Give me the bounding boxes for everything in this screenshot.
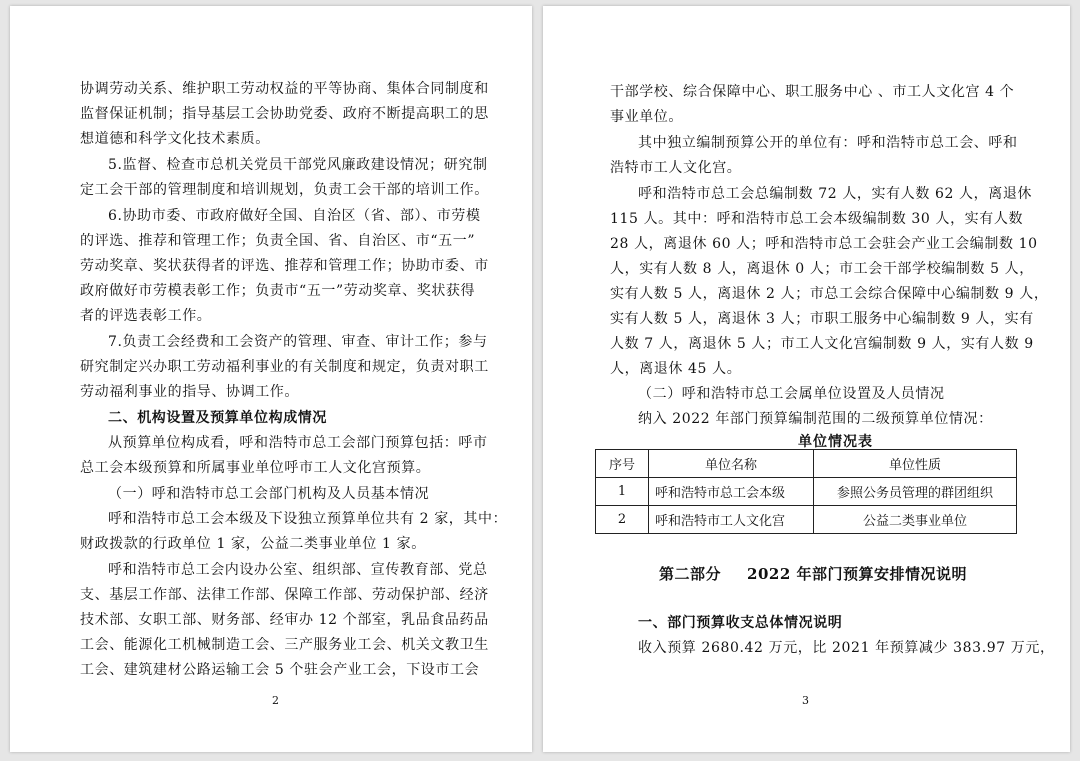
text-line: 想道德和科学文化技术素质。 xyxy=(80,131,270,147)
text-line: 呼和浩特市总工会内设办公室、组织部、宣传教育部、党总 xyxy=(108,562,488,578)
table-cell: 呼和浩特市总工会本级 xyxy=(649,478,814,506)
text-line: 监督保证机制；指导基层工会协助党委、政府不断提高职工的思 xyxy=(80,106,489,122)
text-line: 人，实有人数 8 人，离退休 0 人；市工会干部学校编制数 5 人， xyxy=(610,261,1034,277)
text-line: 的评选、推荐和管理工作；负责全国、省、自治区、市“五一” xyxy=(80,233,476,249)
text-line: 呼和浩特市总工会总编制数 72 人，实有人数 62 人，离退休 xyxy=(638,186,1033,202)
section-heading: 二、机构设置及预算单位构成情况 xyxy=(108,410,327,426)
text-line: 5.监督、检查市总机关党员干部党风廉政建设情况；研究制 xyxy=(108,157,488,173)
text-line: 劳动奖章、奖状获得者的评选、推荐和管理工作；协助市委、市 xyxy=(80,258,489,274)
text-line: 从预算单位构成看，呼和浩特市总工会部门预算包括：呼市 xyxy=(108,435,488,451)
subsection-heading: （一）呼和浩特市总工会部门机构及人员基本情况 xyxy=(108,486,430,502)
text-line: 115 人。其中：呼和浩特市总工会本级编制数 30 人，实有人数 xyxy=(610,211,1024,227)
text-line: 人数 7 人，离退休 5 人；市工人文化宫编制数 9 人，实有人数 9 xyxy=(610,336,1034,352)
page-number: 3 xyxy=(802,694,809,707)
text-line: 干部学校、综合保障中心、职工服务中心 、市工人文化宫 4 个 xyxy=(610,84,1015,100)
document-page-left xyxy=(10,6,532,752)
text-line: 协调劳动关系、维护职工劳动权益的平等协商、集体合同制度和 xyxy=(80,81,489,97)
text-line: 政府做好市劳模表彰工作；负责市“五一”劳动奖章、奖状获得 xyxy=(80,283,476,299)
text-line: 收入预算 2680.42 万元，比 2021 年预算减少 383.97 万元， xyxy=(638,640,1055,656)
table-cell: 1 xyxy=(596,478,649,506)
table-cell: 2 xyxy=(596,506,649,534)
table-cell: 参照公务员管理的群团组织 xyxy=(814,478,1017,506)
text-line: 定工会干部的管理制度和培训规划，负责工会干部的培训工作。 xyxy=(80,182,489,198)
text-line: 6.协助市委、市政府做好全国、自治区（省、部）、市劳模 xyxy=(108,208,481,224)
text-line: 呼和浩特市总工会本级及下设独立预算单位共有 2 家，其中： xyxy=(108,511,508,527)
text-line: 实有人数 5 人，离退休 3 人；市职工服务中心编制数 9 人，实有 xyxy=(610,311,1034,327)
text-line: 人，离退休 45 人。 xyxy=(610,361,742,377)
table-row xyxy=(596,506,1017,534)
document-page-right xyxy=(543,6,1070,752)
text-line: 事业单位。 xyxy=(610,109,683,125)
text-line: 劳动福利事业的指导、协调工作。 xyxy=(80,384,299,400)
text-line: 其中独立编制预算公开的单位有：呼和浩特市总工会、呼和 xyxy=(638,135,1018,151)
table-header-cell: 单位名称 xyxy=(649,450,814,478)
table-row xyxy=(596,478,1017,506)
table-header-cell: 序号 xyxy=(596,450,649,478)
text-line: 财政拨款的行政单位 1 家，公益二类事业单位 1 家。 xyxy=(80,536,426,552)
table-cell: 呼和浩特市工人文化宫 xyxy=(649,506,814,534)
text-line: 总工会本级预算和所属事业单位呼市工人文化宫预算。 xyxy=(80,460,431,476)
table-header-row xyxy=(596,450,1017,478)
text-line: 技术部、女职工部、财务部、经审办 12 个部室，乳品食品药品 xyxy=(80,612,489,628)
text-line: 工会、建筑建材公路运输工会 5 个驻会产业工会，下设市工会 xyxy=(80,662,480,678)
part-name: 2022 年部门预算安排情况说明 xyxy=(747,565,967,583)
subsection-heading: （二）呼和浩特市总工会属单位设置及人员情况 xyxy=(638,386,945,402)
text-line: 工会、能源化工机械制造工会、三产服务业工会、机关文教卫生 xyxy=(80,637,489,653)
text-line: 28 人，离退休 60 人；呼和浩特市总工会驻会产业工会编制数 10 xyxy=(610,236,1038,252)
unit-table xyxy=(595,449,1017,534)
text-line: 研究制定兴办职工劳动福利事业的有关制度和规定，负责对职工 xyxy=(80,359,489,375)
text-line: 者的评选表彰工作。 xyxy=(80,308,212,324)
table-cell: 公益二类事业单位 xyxy=(814,506,1017,534)
text-line: 纳入 2022 年部门预算编制范围的二级预算单位情况： xyxy=(638,411,993,427)
text-line: 浩特市工人文化宫。 xyxy=(610,160,742,176)
text-line: 支、基层工作部、法律工作部、保障工作部、劳动保护部、经济 xyxy=(80,587,489,603)
table-header-cell: 单位性质 xyxy=(814,450,1017,478)
page-number: 2 xyxy=(272,694,279,707)
section-heading: 一、部门预算收支总体情况说明 xyxy=(638,615,843,631)
part-label: 第二部分 xyxy=(659,565,722,583)
table-title: 单位情况表 xyxy=(798,434,873,450)
part-title xyxy=(659,563,967,584)
text-line: 7.负责工会经费和工会资产的管理、审查、审计工作；参与 xyxy=(108,334,488,350)
text-line: 实有人数 5 人，离退休 2 人；市总工会综合保障中心编制数 9 人， xyxy=(610,286,1049,302)
